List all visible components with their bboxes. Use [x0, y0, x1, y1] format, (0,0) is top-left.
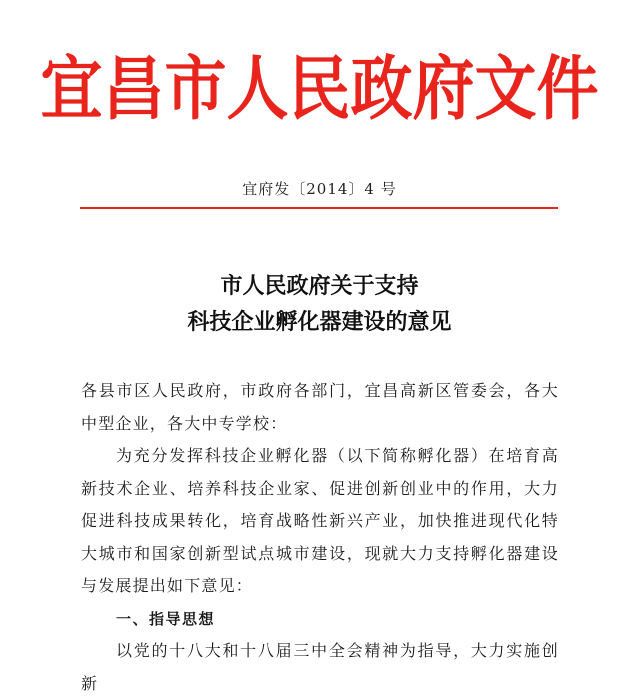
document-title — [0, 268, 639, 340]
document-body — [81, 375, 559, 700]
document-title-line-2: 科技企业孵化器建设的意见 — [187, 309, 452, 335]
section-heading-guiding-ideology: 一、指导思想 — [116, 609, 216, 628]
section-paragraph: 以党的十八大和十八届三中全会精神为指导，大力实施创新 — [81, 641, 559, 693]
document-number: 宜府发〔2014〕4 号 — [242, 180, 397, 198]
document-title-line-1: 市人民政府关于支持 — [220, 273, 419, 299]
addressees-paragraph: 各县市区人民政府，市政府各部门，宜昌高新区管委会，各大中型企业，各大中专学校： — [81, 381, 559, 433]
red-divider-line — [80, 207, 558, 209]
issuer-title: 宜昌市人民政府文件 — [40, 47, 599, 130]
intro-paragraph: 为充分发挥科技企业孵化器（以下简称孵化器）在培育高新技术企业、培养科技企业家、促进创新创业中的作用，大力促进科技成果转化，培育战略性新兴产业，加快推进现代化特大城市和国家创新型试点城市建设，现就大力支持孵化器建设与发展提出如下意见： — [81, 446, 559, 595]
